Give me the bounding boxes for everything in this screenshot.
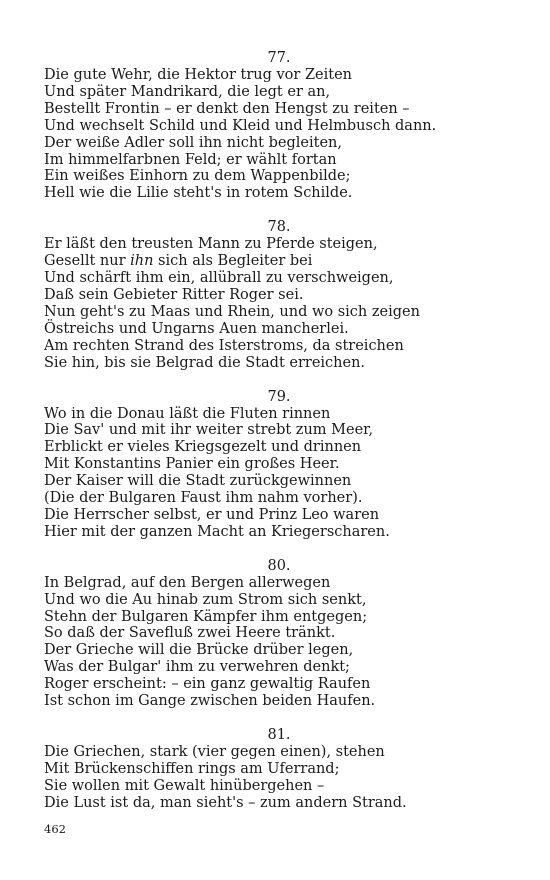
verse-line: Östreichs und Ungarns Auen mancherlei. [44,320,349,337]
verse-line: (Die der Bulgaren Faust ihm nahm vorher). [44,490,363,507]
stanza-80 [44,558,514,710]
verse-line: Bestellt Frontin – er denkt den Hengst zu reiten – [44,100,410,117]
verse-line: Am rechten Strand des Isterstroms, da streichen [44,337,404,354]
verse-line: Was der Bulgar' ihm zu verwehren denkt; [44,659,350,676]
verse-line: Der Kaiser will die Stadt zurückgewinnen [44,473,352,490]
verse-line: Die Griechen, stark (vier gegen einen), stehen [44,744,385,760]
poem-page [44,50,514,829]
verse-line: Und schärft ihm ein, allübrall zu verschweigen, [44,270,394,287]
stanza-81 [44,727,514,812]
page-number: 462 [44,822,66,836]
verse-line: Und wo die Au hinab zum Strom sich senkt, [44,591,367,608]
verse-line: Die Sav' und mit ihr weiter strebt zum Meer, [44,422,374,439]
verse-line: Der Grieche will die Brücke drüber legen, [44,642,354,659]
stanza-number: 77. [267,50,291,66]
verse-line: Und wechselt Schild und Kleid und Helmbusch dann. [44,117,437,134]
verse-line: Mit Brückenschiffen rings am Uferrand; [44,760,340,777]
verse-line: Die Lust ist da, man sieht's – zum andern Strand. [44,794,407,811]
stanza-number: 79. [267,388,291,405]
verse-line: Sie hin, bis sie Belgrad die Stadt erreichen. [44,354,366,371]
verse-line: In Belgrad, auf den Bergen allerwegen [44,574,331,591]
verse-line: Ist schon im Gange zwischen beiden Haufen. [44,693,376,710]
stanza-number: 80. [267,557,291,574]
verse-line: So daß der Savefluß zwei Heere tränkt. [44,625,336,642]
stanza-number: 81. [267,727,291,743]
verse-line: Hier mit der ganzen Macht an Kriegerscharen. [44,523,390,540]
verse-line: Stehn der Bulgaren Kämpfer ihm entgegen; [44,608,368,625]
verse-line: Er läßt den treusten Mann zu Pferde steigen, [44,236,378,253]
verse-line: Erblickt er vieles Kriegsgezelt und drinnen [44,439,362,456]
verse-line: Im himmelfarbnen Feld; er wählt fortan [44,151,337,168]
stanza-77 [44,50,514,202]
verse-line: Und später Mandrikard, die legt er an, [44,83,331,100]
verse-line: Die Herrscher selbst, er und Prinz Leo waren [44,506,380,523]
verse-line: Gesellt nur ihn sich als Begleiter bei [44,253,313,270]
stanza-number: 78. [267,219,291,236]
verse-line: Die gute Wehr, die Hektor trug vor Zeiten [44,67,352,83]
verse-line: Ein weißes Einhorn zu dem Wappenbilde; [44,168,351,185]
verse-line: Wo in die Donau läßt die Fluten rinnen [44,405,331,422]
verse-line: Roger erscheint: – ein ganz gewaltig Raufen [44,676,371,693]
verse-line: Der weiße Adler soll ihn nicht begleiten, [44,134,342,151]
stanza-78 [44,219,514,371]
verse-line: Sie wollen mit Gewalt hinübergehen – [44,777,325,794]
verse-line: Hell wie die Lilie steht's in rotem Schilde. [44,185,353,202]
verse-line: Daß sein Gebieter Ritter Roger sei. [44,286,304,303]
verse-line: Mit Konstantins Panier ein großes Heer. [44,456,340,473]
verse-line: Nun geht's zu Maas und Rhein, und wo sich zeigen [44,303,420,320]
stanza-79 [44,389,514,541]
